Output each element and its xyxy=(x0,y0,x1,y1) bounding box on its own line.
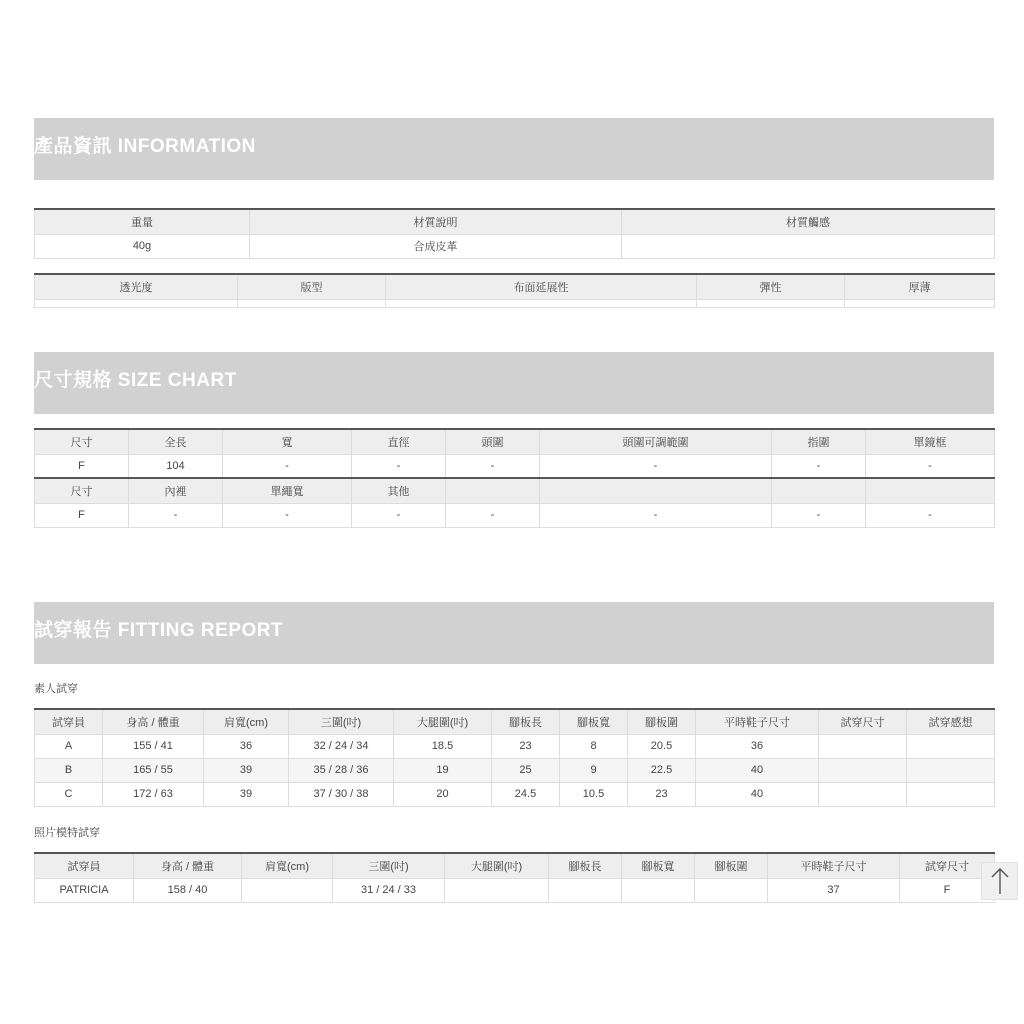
fabric-properties-table xyxy=(34,273,995,308)
table-cell: 25 xyxy=(492,758,560,782)
table-cell: 試穿員 xyxy=(35,709,103,734)
table-cell xyxy=(772,478,866,503)
table-header-row xyxy=(35,853,995,878)
table-cell: 試穿尺寸 xyxy=(900,853,995,878)
amateur-fitting-label: 素人試穿 xyxy=(34,683,78,695)
scroll-to-top-button[interactable] xyxy=(981,862,1018,900)
table-cell: 172 / 63 xyxy=(103,782,204,806)
table-cell: 試穿尺寸 xyxy=(819,709,907,734)
table-cell: 身高 / 體重 xyxy=(134,853,242,878)
table-cell: 155 / 41 xyxy=(103,734,204,758)
table-cell xyxy=(695,878,768,902)
table-cell xyxy=(845,299,995,307)
table-cell xyxy=(549,878,622,902)
table-header-row xyxy=(35,209,995,234)
table-cell: 165 / 55 xyxy=(103,758,204,782)
table-cell: 單繩寬 xyxy=(223,478,352,503)
table-cell: 40 xyxy=(696,758,819,782)
size-chart-table xyxy=(34,428,995,528)
table-cell: 尺寸 xyxy=(35,429,129,454)
table-cell xyxy=(697,299,845,307)
table-cell xyxy=(819,758,907,782)
table-cell: - xyxy=(772,454,866,478)
table-row xyxy=(35,782,995,806)
table-row xyxy=(35,454,995,478)
table-cell: 31 / 24 / 33 xyxy=(333,878,445,902)
size-chart-heading: 尺寸規格 SIZE CHART xyxy=(34,352,994,414)
model-fitting-table xyxy=(34,852,995,903)
table-cell: - xyxy=(352,503,446,527)
table-cell: 32 / 24 / 34 xyxy=(289,734,394,758)
table-cell xyxy=(907,758,995,782)
table-cell xyxy=(446,478,540,503)
table-cell xyxy=(819,782,907,806)
table-cell: 試穿感想 xyxy=(907,709,995,734)
table-cell: 23 xyxy=(492,734,560,758)
table-cell: 腳板圍 xyxy=(628,709,696,734)
arrow-up-icon xyxy=(990,866,1010,896)
table-cell: 全長 xyxy=(129,429,223,454)
table-cell: 彈性 xyxy=(697,274,845,299)
table-cell: 19 xyxy=(394,758,492,782)
table-cell: - xyxy=(866,503,995,527)
table-cell: 18.5 xyxy=(394,734,492,758)
table-cell: 104 xyxy=(129,454,223,478)
table-cell: 肩寬(cm) xyxy=(242,853,333,878)
table-cell: 腳板長 xyxy=(549,853,622,878)
amateur-fitting-table xyxy=(34,708,995,807)
table-cell: - xyxy=(129,503,223,527)
table-cell: - xyxy=(540,454,772,478)
table-cell: 腳板圍 xyxy=(695,853,768,878)
fitting-report-heading: 試穿報告 FITTING REPORT xyxy=(34,602,994,664)
table-cell xyxy=(866,478,995,503)
table-cell: 肩寬(cm) xyxy=(204,709,289,734)
table-cell: 其他 xyxy=(352,478,446,503)
table-cell: 23 xyxy=(628,782,696,806)
table-cell: 頭圍 xyxy=(446,429,540,454)
table-cell: 22.5 xyxy=(628,758,696,782)
table-cell: 35 / 28 / 36 xyxy=(289,758,394,782)
table-cell: 39 xyxy=(204,782,289,806)
table-header-row xyxy=(35,478,995,503)
table-cell: 40 xyxy=(696,782,819,806)
table-cell: 8 xyxy=(560,734,628,758)
table-cell: 三圍(吋) xyxy=(289,709,394,734)
table-cell xyxy=(386,299,697,307)
table-cell xyxy=(622,234,995,258)
table-cell: - xyxy=(446,454,540,478)
table-cell xyxy=(622,878,695,902)
table-cell: F xyxy=(35,454,129,478)
table-cell: 指圍 xyxy=(772,429,866,454)
table-cell: 材質說明 xyxy=(250,209,622,234)
table-cell xyxy=(242,878,333,902)
table-cell: 39 xyxy=(204,758,289,782)
table-row xyxy=(35,503,995,527)
table-cell: 單鏡框 xyxy=(866,429,995,454)
table-cell: F xyxy=(900,878,995,902)
table-cell: - xyxy=(446,503,540,527)
table-cell: 36 xyxy=(696,734,819,758)
table-cell: 寬 xyxy=(223,429,352,454)
table-cell xyxy=(238,299,386,307)
table-cell: B xyxy=(35,758,103,782)
table-cell: A xyxy=(35,734,103,758)
table-cell: - xyxy=(223,503,352,527)
table-cell: 10.5 xyxy=(560,782,628,806)
table-cell: 重量 xyxy=(35,209,250,234)
table-cell: - xyxy=(223,454,352,478)
table-cell: 24.5 xyxy=(492,782,560,806)
table-row xyxy=(35,878,995,902)
table-cell: 平時鞋子尺寸 xyxy=(768,853,900,878)
table-cell: 20 xyxy=(394,782,492,806)
table-cell: 試穿員 xyxy=(35,853,134,878)
table-cell xyxy=(35,299,238,307)
table-cell: 厚薄 xyxy=(845,274,995,299)
table-cell: 40g xyxy=(35,234,250,258)
table-cell: 37 xyxy=(768,878,900,902)
table-cell: 9 xyxy=(560,758,628,782)
table-cell: - xyxy=(772,503,866,527)
table-cell: 三圍(吋) xyxy=(333,853,445,878)
table-cell xyxy=(540,478,772,503)
table-cell: 尺寸 xyxy=(35,478,129,503)
table-cell xyxy=(445,878,549,902)
table-header-row xyxy=(35,709,995,734)
table-cell: 大腿圍(吋) xyxy=(394,709,492,734)
table-cell: C xyxy=(35,782,103,806)
table-cell: 37 / 30 / 38 xyxy=(289,782,394,806)
table-cell: 腳板寬 xyxy=(560,709,628,734)
table-cell: 合成皮革 xyxy=(250,234,622,258)
table-cell: 大腿圍(吋) xyxy=(445,853,549,878)
table-cell xyxy=(819,734,907,758)
table-header-row xyxy=(35,429,995,454)
table-row xyxy=(35,299,995,307)
table-cell: 材質觸感 xyxy=(622,209,995,234)
table-cell: - xyxy=(540,503,772,527)
table-header-row xyxy=(35,274,995,299)
table-row xyxy=(35,734,995,758)
table-cell: 版型 xyxy=(238,274,386,299)
table-cell xyxy=(907,782,995,806)
table-cell: 平時鞋子尺寸 xyxy=(696,709,819,734)
table-row xyxy=(35,234,995,258)
table-cell: PATRICIA xyxy=(35,878,134,902)
table-cell: 布面延展性 xyxy=(386,274,697,299)
table-cell: 20.5 xyxy=(628,734,696,758)
table-row xyxy=(35,758,995,782)
table-cell: 身高 / 體重 xyxy=(103,709,204,734)
table-cell: 直徑 xyxy=(352,429,446,454)
table-cell: 腳板寬 xyxy=(622,853,695,878)
information-heading: 產品資訊 INFORMATION xyxy=(34,118,994,180)
table-cell: 內裡 xyxy=(129,478,223,503)
table-cell xyxy=(907,734,995,758)
table-cell: 158 / 40 xyxy=(134,878,242,902)
table-cell: 腳板長 xyxy=(492,709,560,734)
table-cell: F xyxy=(35,503,129,527)
model-fitting-label: 照片模特試穿 xyxy=(34,827,100,839)
table-cell: 36 xyxy=(204,734,289,758)
information-table xyxy=(34,208,995,259)
table-cell: 透光度 xyxy=(35,274,238,299)
table-cell: - xyxy=(866,454,995,478)
table-cell: 頭圍可調範圍 xyxy=(540,429,772,454)
table-cell: - xyxy=(352,454,446,478)
